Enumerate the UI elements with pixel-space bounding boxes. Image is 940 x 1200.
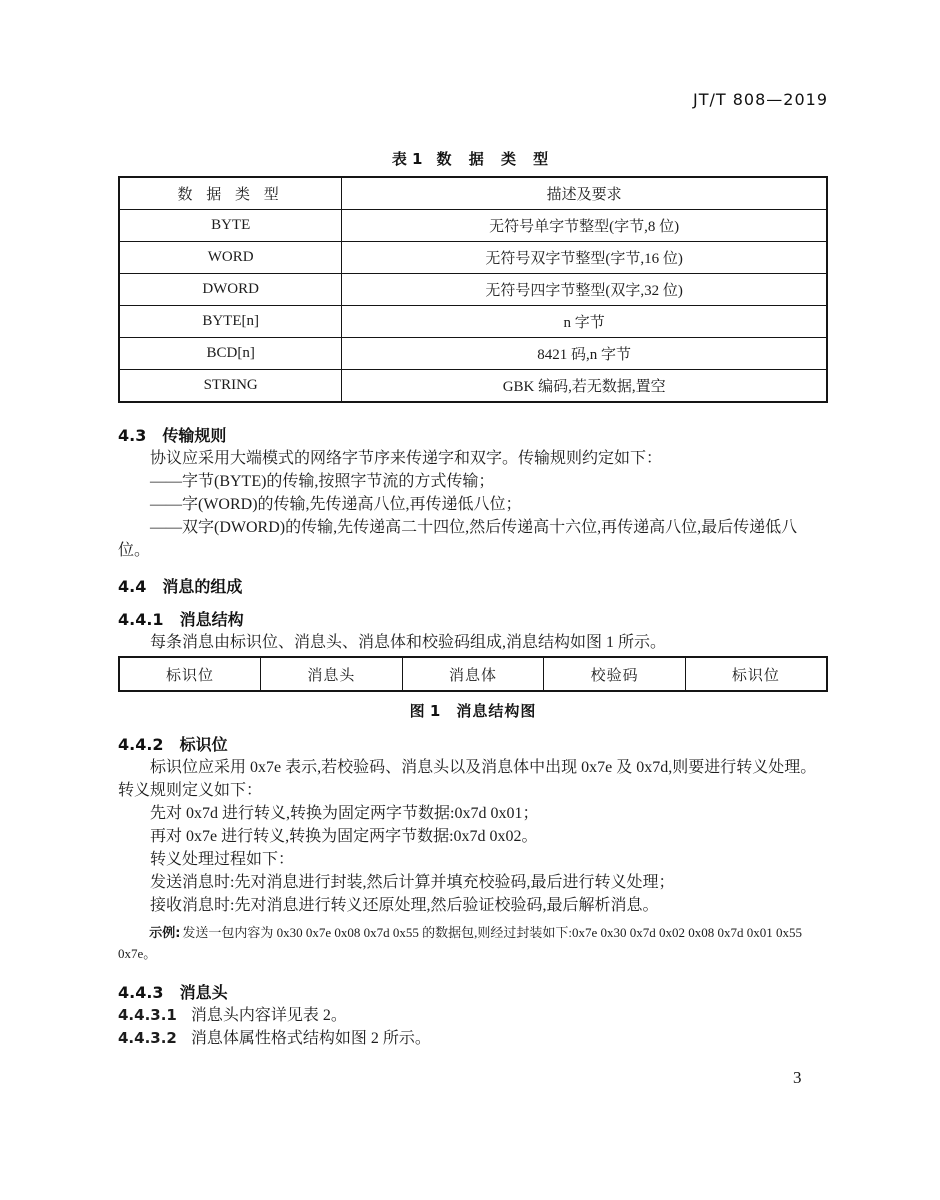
cell-type: DWORD bbox=[119, 274, 342, 306]
heading-4-4-3-title: 消息头 bbox=[179, 983, 228, 1002]
cell-desc: 无符号单字节整型(字节,8 位) bbox=[342, 210, 827, 242]
figure1-caption-title: 消息结构图 bbox=[456, 702, 537, 720]
paragraph-4-4-1: 每条消息由标识位、消息头、消息体和校验码组成,消息结构如图 1 所示。 bbox=[150, 634, 667, 651]
table1-caption-number: 表 1 bbox=[391, 150, 423, 168]
heading-4-3-title: 传输规则 bbox=[162, 426, 227, 445]
cell-desc: n 字节 bbox=[342, 306, 827, 338]
escape-receive-line: 接收消息时:先对消息进行转义还原处理,然后验证校验码,最后解析消息。 bbox=[150, 897, 659, 914]
table1-col-header-type: 数 据 类 型 bbox=[119, 177, 342, 210]
cell-type: BYTE[n] bbox=[119, 306, 342, 338]
figure-cell-header: 消息头 bbox=[261, 657, 403, 691]
figure-cell-flag-start: 标识位 bbox=[119, 657, 261, 691]
table-row bbox=[119, 338, 827, 370]
table-row bbox=[119, 370, 827, 403]
page-content bbox=[118, 0, 828, 1050]
cell-type: STRING bbox=[119, 370, 342, 403]
table-row bbox=[119, 210, 827, 242]
table1-caption bbox=[118, 148, 828, 170]
table-row bbox=[119, 306, 827, 338]
list-item-dword: ——双字(DWORD)的传输,先传递高二十四位,然后传递高十六位,再传递高八位,最后传递低八位。 bbox=[118, 519, 798, 559]
clause-4-4-3-2 bbox=[118, 1027, 828, 1050]
message-structure-figure-table bbox=[118, 656, 828, 692]
heading-4-4-title: 消息的组成 bbox=[162, 577, 243, 596]
doc-code-header: JT/T 808—2019 bbox=[693, 90, 828, 109]
clause-4-4-3-1 bbox=[118, 1004, 828, 1027]
figure-cell-flag-end: 标识位 bbox=[685, 657, 827, 691]
figure-row bbox=[119, 657, 827, 691]
table-header-row bbox=[119, 177, 827, 210]
clause-4-4-3-2-number: 4.4.3.2 bbox=[118, 1029, 177, 1047]
list-item-byte: ——字节(BYTE)的传输,按照字节流的方式传输； bbox=[150, 473, 495, 490]
data-types-table bbox=[118, 176, 828, 403]
heading-4-3-number: 4.3 bbox=[118, 426, 147, 445]
cell-type: BYTE bbox=[119, 210, 342, 242]
heading-4-4-1-title: 消息结构 bbox=[179, 610, 244, 629]
escape-rule-line-2: 再对 0x7e 进行转义,转换为固定两字节数据:0x7d 0x02。 bbox=[150, 828, 538, 845]
paragraph-4-3-intro: 协议应采用大端模式的网络字节序来传递字和双字。传输规则约定如下： bbox=[150, 450, 663, 467]
example-note bbox=[118, 923, 828, 964]
heading-4-4-2-number: 4.4.2 bbox=[118, 735, 164, 754]
heading-4-4-3-number: 4.4.3 bbox=[118, 983, 164, 1002]
clause-4-4-3-2-text: 消息体属性格式结构如图 2 所示。 bbox=[190, 1030, 431, 1047]
heading-4-4-2-title: 标识位 bbox=[179, 735, 228, 754]
example-text: 发送一包内容为 0x30 0x7e 0x08 0x7d 0x55 的数据包,则经过封装如下:0x7e 0x30 0x7d 0x02 0x08 0x7d 0x01 0x55 0x7e。 bbox=[118, 925, 803, 961]
cell-desc: 无符号四字节整型(双字,32 位) bbox=[342, 274, 827, 306]
cell-desc: GBK 编码,若无数据,置空 bbox=[342, 370, 827, 403]
cell-type: BCD[n] bbox=[119, 338, 342, 370]
cell-type: WORD bbox=[119, 242, 342, 274]
heading-4-4 bbox=[118, 576, 828, 598]
page-number: 3 bbox=[793, 1068, 802, 1087]
list-item-word: ——字(WORD)的传输,先传递高八位,再传递低八位； bbox=[150, 496, 522, 513]
escape-send-line: 发送消息时:先对消息进行封装,然后计算并填充校验码,最后进行转义处理； bbox=[150, 874, 675, 891]
clause-4-4-3-1-number: 4.4.3.1 bbox=[118, 1006, 177, 1024]
heading-4-4-1 bbox=[118, 609, 828, 631]
heading-4-4-1-number: 4.4.1 bbox=[118, 610, 164, 629]
cell-desc: 无符号双字节整型(字节,16 位) bbox=[342, 242, 827, 274]
table1-caption-title: 数 据 类 型 bbox=[436, 150, 555, 168]
table-row bbox=[119, 242, 827, 274]
escape-process-intro: 转义处理过程如下： bbox=[150, 851, 295, 868]
table-row bbox=[119, 274, 827, 306]
figure1-caption bbox=[118, 701, 828, 721]
figure-cell-checksum: 校验码 bbox=[544, 657, 686, 691]
heading-4-4-number: 4.4 bbox=[118, 577, 147, 596]
cell-desc: 8421 码,n 字节 bbox=[342, 338, 827, 370]
heading-4-4-3 bbox=[118, 982, 828, 1004]
escape-rule-line-1: 先对 0x7d 进行转义,转换为固定两字节数据:0x7d 0x01； bbox=[150, 805, 539, 822]
clause-4-4-3-1-text: 消息头内容详见表 2。 bbox=[190, 1007, 347, 1024]
heading-4-4-2 bbox=[118, 734, 828, 756]
paragraph-4-4-2-intro: 标识位应采用 0x7e 表示,若校验码、消息头以及消息体中出现 0x7e 及 0x7d,则要进行转义处理。转义规则定义如下： bbox=[118, 759, 817, 799]
figure1-caption-number: 图 1 bbox=[409, 702, 441, 720]
example-label: 示例: bbox=[149, 926, 181, 941]
figure-cell-body: 消息体 bbox=[402, 657, 544, 691]
heading-4-3 bbox=[118, 425, 828, 447]
table1-col-header-desc: 描述及要求 bbox=[342, 177, 827, 210]
